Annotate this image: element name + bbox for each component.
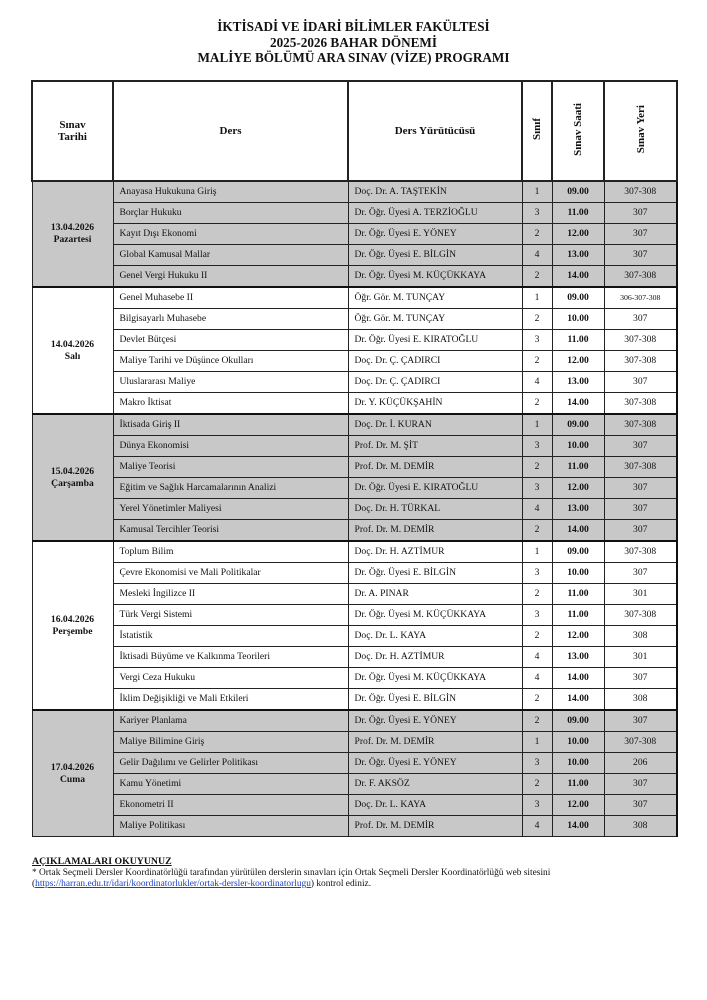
table-row — [32, 563, 677, 584]
class-cell: 2 — [522, 584, 552, 605]
room-cell: 307 — [604, 563, 677, 584]
room-cell: 308 — [604, 689, 677, 711]
class-cell: 2 — [522, 710, 552, 732]
course-cell: Genel Vergi Hukuku II — [113, 266, 348, 288]
instructor-cell: Dr. Öğr. Üyesi E. KIRATOĞLU — [348, 478, 522, 499]
course-cell: Maliye Politikası — [113, 816, 348, 837]
room-cell: 307 — [604, 245, 677, 266]
instructor-cell: Doç. Dr. L. KAYA — [348, 626, 522, 647]
table-row — [32, 372, 677, 393]
exam-date-cell — [32, 414, 113, 541]
table-row — [32, 753, 677, 774]
class-cell: 2 — [522, 351, 552, 372]
instructor-cell: Doç. Dr. Ç. ÇADIRCI — [348, 351, 522, 372]
class-cell: 3 — [522, 478, 552, 499]
table-row — [32, 330, 677, 351]
class-cell: 4 — [522, 816, 552, 837]
time-cell: 10.00 — [552, 753, 604, 774]
time-cell: 09.00 — [552, 181, 604, 203]
course-cell: İktisada Giriş II — [113, 414, 348, 436]
class-cell: 2 — [522, 457, 552, 478]
instructor-cell: Doç. Dr. H. TÜRKAL — [348, 499, 522, 520]
time-cell: 11.00 — [552, 203, 604, 224]
class-cell: 2 — [522, 626, 552, 647]
exam-date: 13.04.2026 — [50, 222, 95, 233]
room-cell: 307 — [604, 499, 677, 520]
course-cell: Dünya Ekonomisi — [113, 436, 348, 457]
room-cell: 307 — [604, 520, 677, 542]
table-row — [32, 668, 677, 689]
faculty-title: İKTİSADİ VE İDARİ BİLİMLER FAKÜLTESİ — [217, 19, 490, 34]
class-cell: 1 — [522, 181, 552, 203]
course-cell: Global Kamusal Mallar — [113, 245, 348, 266]
instructor-cell: Dr. Öğr. Üyesi M. KÜÇÜKKAYA — [348, 668, 522, 689]
instructor-cell: Dr. Öğr. Üyesi E. BİLGİN — [348, 245, 522, 266]
course-cell: Genel Muhasebe II — [113, 287, 348, 309]
table-row — [32, 287, 677, 309]
course-cell: Anayasa Hukukuna Giriş — [113, 181, 348, 203]
exam-weekday: Çarşamba — [51, 477, 94, 489]
class-cell: 3 — [522, 795, 552, 816]
time-cell: 12.00 — [552, 351, 604, 372]
class-cell: 2 — [522, 224, 552, 245]
time-cell: 14.00 — [552, 689, 604, 711]
room-cell: 307-308 — [604, 181, 677, 203]
time-cell: 09.00 — [552, 541, 604, 563]
instructor-cell: Öğr. Gör. M. TUNÇAY — [348, 309, 522, 330]
time-cell: 12.00 — [552, 795, 604, 816]
course-cell: İklim Değişikliği ve Mali Etkileri — [113, 689, 348, 711]
class-cell: 1 — [522, 541, 552, 563]
class-cell: 3 — [522, 753, 552, 774]
course-cell: Çevre Ekonomisi ve Mali Politikalar — [113, 563, 348, 584]
instructor-cell: Dr. Y. KÜÇÜKŞAHİN — [348, 393, 522, 415]
time-cell: 14.00 — [552, 816, 604, 837]
time-cell: 10.00 — [552, 309, 604, 330]
room-cell: 307 — [604, 372, 677, 393]
time-cell: 11.00 — [552, 584, 604, 605]
table-row — [32, 203, 677, 224]
time-cell: 14.00 — [552, 668, 604, 689]
class-cell: 3 — [522, 563, 552, 584]
class-cell: 2 — [522, 774, 552, 795]
room-cell: 307-308 — [604, 266, 677, 288]
room-cell: 307 — [604, 774, 677, 795]
notes-heading: AÇIKLAMALARI OKUYUNUZ — [32, 856, 172, 867]
table-row — [32, 626, 677, 647]
course-cell: Gelir Dağılımı ve Gelirler Politikası — [113, 753, 348, 774]
table-row — [32, 795, 677, 816]
class-cell: 2 — [522, 266, 552, 288]
header-exam-date: Sınav Tarihi — [32, 81, 113, 181]
room-cell: 307-308 — [604, 541, 677, 563]
class-cell: 1 — [522, 732, 552, 753]
course-cell: Devlet Bütçesi — [113, 330, 348, 351]
room-cell: 307-308 — [604, 351, 677, 372]
table-row — [32, 541, 677, 563]
header-course: Ders — [113, 81, 348, 181]
exam-weekday: Perşembe — [52, 625, 93, 637]
header-exam-room: Sınav Yeri — [604, 81, 677, 181]
time-cell: 11.00 — [552, 774, 604, 795]
class-cell: 4 — [522, 245, 552, 266]
instructor-cell: Doç. Dr. Ç. ÇADIRCI — [348, 372, 522, 393]
header-instructor: Ders Yürütücüsü — [348, 81, 522, 181]
time-cell: 13.00 — [552, 372, 604, 393]
notes-line-2: (https://harran.edu.tr/idari/koordinatorlukler/ortak-dersler-koordinatorlugu) kontrol ediniz. — [32, 879, 372, 889]
table-row — [32, 710, 677, 732]
exam-weekday: Cuma — [59, 773, 86, 785]
table-header-row — [32, 81, 677, 181]
course-cell: Toplum Bilim — [113, 541, 348, 563]
table-row — [32, 647, 677, 668]
exam-date: 15.04.2026 — [50, 465, 95, 477]
table-row — [32, 245, 677, 266]
room-cell: 308 — [604, 816, 677, 837]
table-body — [32, 181, 677, 837]
class-cell: 4 — [522, 499, 552, 520]
course-cell: İstatistik — [113, 626, 348, 647]
table-row — [32, 520, 677, 542]
time-cell: 10.00 — [552, 436, 604, 457]
course-cell: Maliye Tarihi ve Düşünce Okulları — [113, 351, 348, 372]
time-cell: 12.00 — [552, 224, 604, 245]
notes-line-1: * Ortak Seçmeli Dersler Koordinatörlüğü tarafından yürütülen derslerin sınavları için Ortak Seçmeli Dersler Koordinatörlüğü web sitesini — [32, 867, 551, 878]
time-cell: 13.00 — [552, 647, 604, 668]
time-cell: 11.00 — [552, 457, 604, 478]
course-cell: Uluslararası Maliye — [113, 372, 348, 393]
room-cell: 307 — [604, 710, 677, 732]
exam-date-cell — [32, 541, 113, 710]
instructor-cell: Doç. Dr. L. KAYA — [348, 795, 522, 816]
program-title: MALİYE BÖLÜMÜ ARA SINAV (VİZE) PROGRAMI — [197, 50, 510, 65]
class-cell: 3 — [522, 436, 552, 457]
course-cell: Maliye Bilimine Giriş — [113, 732, 348, 753]
instructor-cell: Dr. Öğr. Üyesi E. BİLGİN — [348, 689, 522, 711]
exam-weekday: Salı — [64, 350, 81, 362]
notes-section — [32, 856, 682, 891]
room-cell: 307-308 — [604, 414, 677, 436]
exam-date-cell — [32, 287, 113, 414]
class-cell: 1 — [522, 287, 552, 309]
header-class: Sınıf — [522, 81, 552, 181]
table-row — [32, 309, 677, 330]
time-cell: 09.00 — [552, 414, 604, 436]
table-row — [32, 414, 677, 436]
course-cell: Eğitim ve Sağlık Harcamalarının Analizi — [113, 478, 348, 499]
instructor-cell: Dr. F. AKSÖZ — [348, 774, 522, 795]
course-cell: Türk Vergi Sistemi — [113, 605, 348, 626]
room-cell: 307 — [604, 203, 677, 224]
course-cell: Kamu Yönetimi — [113, 774, 348, 795]
table-row — [32, 224, 677, 245]
exam-date: 14.04.2026 — [50, 338, 95, 350]
course-cell: Yerel Yönetimler Maliyesi — [113, 499, 348, 520]
table-row — [32, 478, 677, 499]
class-cell: 4 — [522, 668, 552, 689]
course-cell: Vergi Ceza Hukuku — [113, 668, 348, 689]
room-cell: 307 — [604, 478, 677, 499]
instructor-cell: Öğr. Gör. M. TUNÇAY — [348, 287, 522, 309]
exam-weekday: Pazartesi — [53, 234, 92, 245]
exam-date-cell — [32, 181, 113, 287]
table-row — [32, 689, 677, 711]
time-cell: 12.00 — [552, 626, 604, 647]
instructor-cell: Prof. Dr. M. DEMİR — [348, 732, 522, 753]
table-row — [32, 816, 677, 837]
time-cell: 14.00 — [552, 266, 604, 288]
room-cell: 307-308 — [604, 605, 677, 626]
time-cell: 09.00 — [552, 710, 604, 732]
table-row — [32, 457, 677, 478]
course-cell: Mesleki İngilizce II — [113, 584, 348, 605]
time-cell: 10.00 — [552, 732, 604, 753]
course-cell: İktisadi Büyüme ve Kalkınma Teorileri — [113, 647, 348, 668]
class-cell: 1 — [522, 414, 552, 436]
time-cell: 13.00 — [552, 499, 604, 520]
instructor-cell: Doç. Dr. H. AZTİMUR — [348, 647, 522, 668]
class-cell: 2 — [522, 309, 552, 330]
instructor-cell: Doç. Dr. H. AZTİMUR — [348, 541, 522, 563]
room-cell: 307-308 — [604, 330, 677, 351]
exam-date: 17.04.2026 — [50, 761, 95, 773]
instructor-cell: Dr. Öğr. Üyesi M. KÜÇÜKKAYA — [348, 266, 522, 288]
room-cell: 307 — [604, 668, 677, 689]
coordinator-website-link[interactable]: https://harran.edu.tr/idari/koordinatorlukler/ortak-dersler-koordinatorlugu — [35, 879, 311, 889]
class-cell: 2 — [522, 689, 552, 711]
instructor-cell: Dr. Öğr. Üyesi E. YÖNEY — [348, 710, 522, 732]
table-row — [32, 181, 677, 203]
instructor-cell: Dr. Öğr. Üyesi M. KÜÇÜKKAYA — [348, 605, 522, 626]
instructor-cell: Dr. Öğr. Üyesi E. YÖNEY — [348, 224, 522, 245]
course-cell: Kariyer Planlama — [113, 710, 348, 732]
instructor-cell: Doç. Dr. A. TAŞTEKİN — [348, 181, 522, 203]
course-cell: Bilgisayarlı Muhasebe — [113, 309, 348, 330]
table-row — [32, 605, 677, 626]
room-cell: 308 — [604, 626, 677, 647]
table-row — [32, 584, 677, 605]
class-cell: 3 — [522, 605, 552, 626]
course-cell: Kayıt Dışı Ekonomi — [113, 224, 348, 245]
class-cell: 4 — [522, 647, 552, 668]
time-cell: 09.00 — [552, 287, 604, 309]
table-row — [32, 732, 677, 753]
exam-schedule-table — [31, 80, 678, 837]
course-cell: Borçlar Hukuku — [113, 203, 348, 224]
table-row — [32, 393, 677, 415]
room-cell: 206 — [604, 753, 677, 774]
time-cell: 14.00 — [552, 520, 604, 542]
instructor-cell: Prof. Dr. M. ŞİT — [348, 436, 522, 457]
room-cell: 307-308 — [604, 457, 677, 478]
course-cell: Ekonometri II — [113, 795, 348, 816]
table-row — [32, 499, 677, 520]
instructor-cell: Prof. Dr. M. DEMİR — [348, 816, 522, 837]
table-row — [32, 351, 677, 372]
table-row — [32, 774, 677, 795]
instructor-cell: Dr. Öğr. Üyesi A. TERZİOĞLU — [348, 203, 522, 224]
time-cell: 13.00 — [552, 245, 604, 266]
instructor-cell: Dr. Öğr. Üyesi E. YÖNEY — [348, 753, 522, 774]
instructor-cell: Doç. Dr. İ. KURAN — [348, 414, 522, 436]
instructor-cell: Prof. Dr. M. DEMİR — [348, 520, 522, 542]
room-cell: 301 — [604, 584, 677, 605]
course-cell: Maliye Teorisi — [113, 457, 348, 478]
room-cell: 307-308 — [604, 393, 677, 415]
room-cell: 307 — [604, 224, 677, 245]
instructor-cell: Dr. Öğr. Üyesi E. BİLGİN — [348, 563, 522, 584]
document-title — [0, 19, 707, 66]
room-cell: 307 — [604, 795, 677, 816]
term-title: 2025-2026 BAHAR DÖNEMİ — [269, 34, 438, 50]
header-exam-time: Sınav Saati — [552, 81, 604, 181]
class-cell: 2 — [522, 393, 552, 415]
time-cell: 14.00 — [552, 393, 604, 415]
course-cell: Kamusal Tercihler Teorisi — [113, 520, 348, 542]
time-cell: 11.00 — [552, 605, 604, 626]
instructor-cell: Dr. A. PINAR — [348, 584, 522, 605]
table-row — [32, 266, 677, 288]
class-cell: 4 — [522, 372, 552, 393]
room-cell: 307 — [604, 436, 677, 457]
course-cell: Makro İktisat — [113, 393, 348, 415]
time-cell: 11.00 — [552, 330, 604, 351]
room-cell: 306-307-308 — [604, 287, 677, 309]
time-cell: 10.00 — [552, 563, 604, 584]
time-cell: 12.00 — [552, 478, 604, 499]
class-cell: 2 — [522, 520, 552, 542]
room-cell: 307-308 — [604, 732, 677, 753]
instructor-cell: Prof. Dr. M. DEMİR — [348, 457, 522, 478]
room-cell: 301 — [604, 647, 677, 668]
class-cell: 3 — [522, 203, 552, 224]
table-row — [32, 436, 677, 457]
exam-date: 16.04.2026 — [50, 613, 95, 625]
room-cell: 307 — [604, 309, 677, 330]
class-cell: 3 — [522, 330, 552, 351]
exam-date-cell — [32, 710, 113, 837]
instructor-cell: Dr. Öğr. Üyesi E. KIRATOĞLU — [348, 330, 522, 351]
